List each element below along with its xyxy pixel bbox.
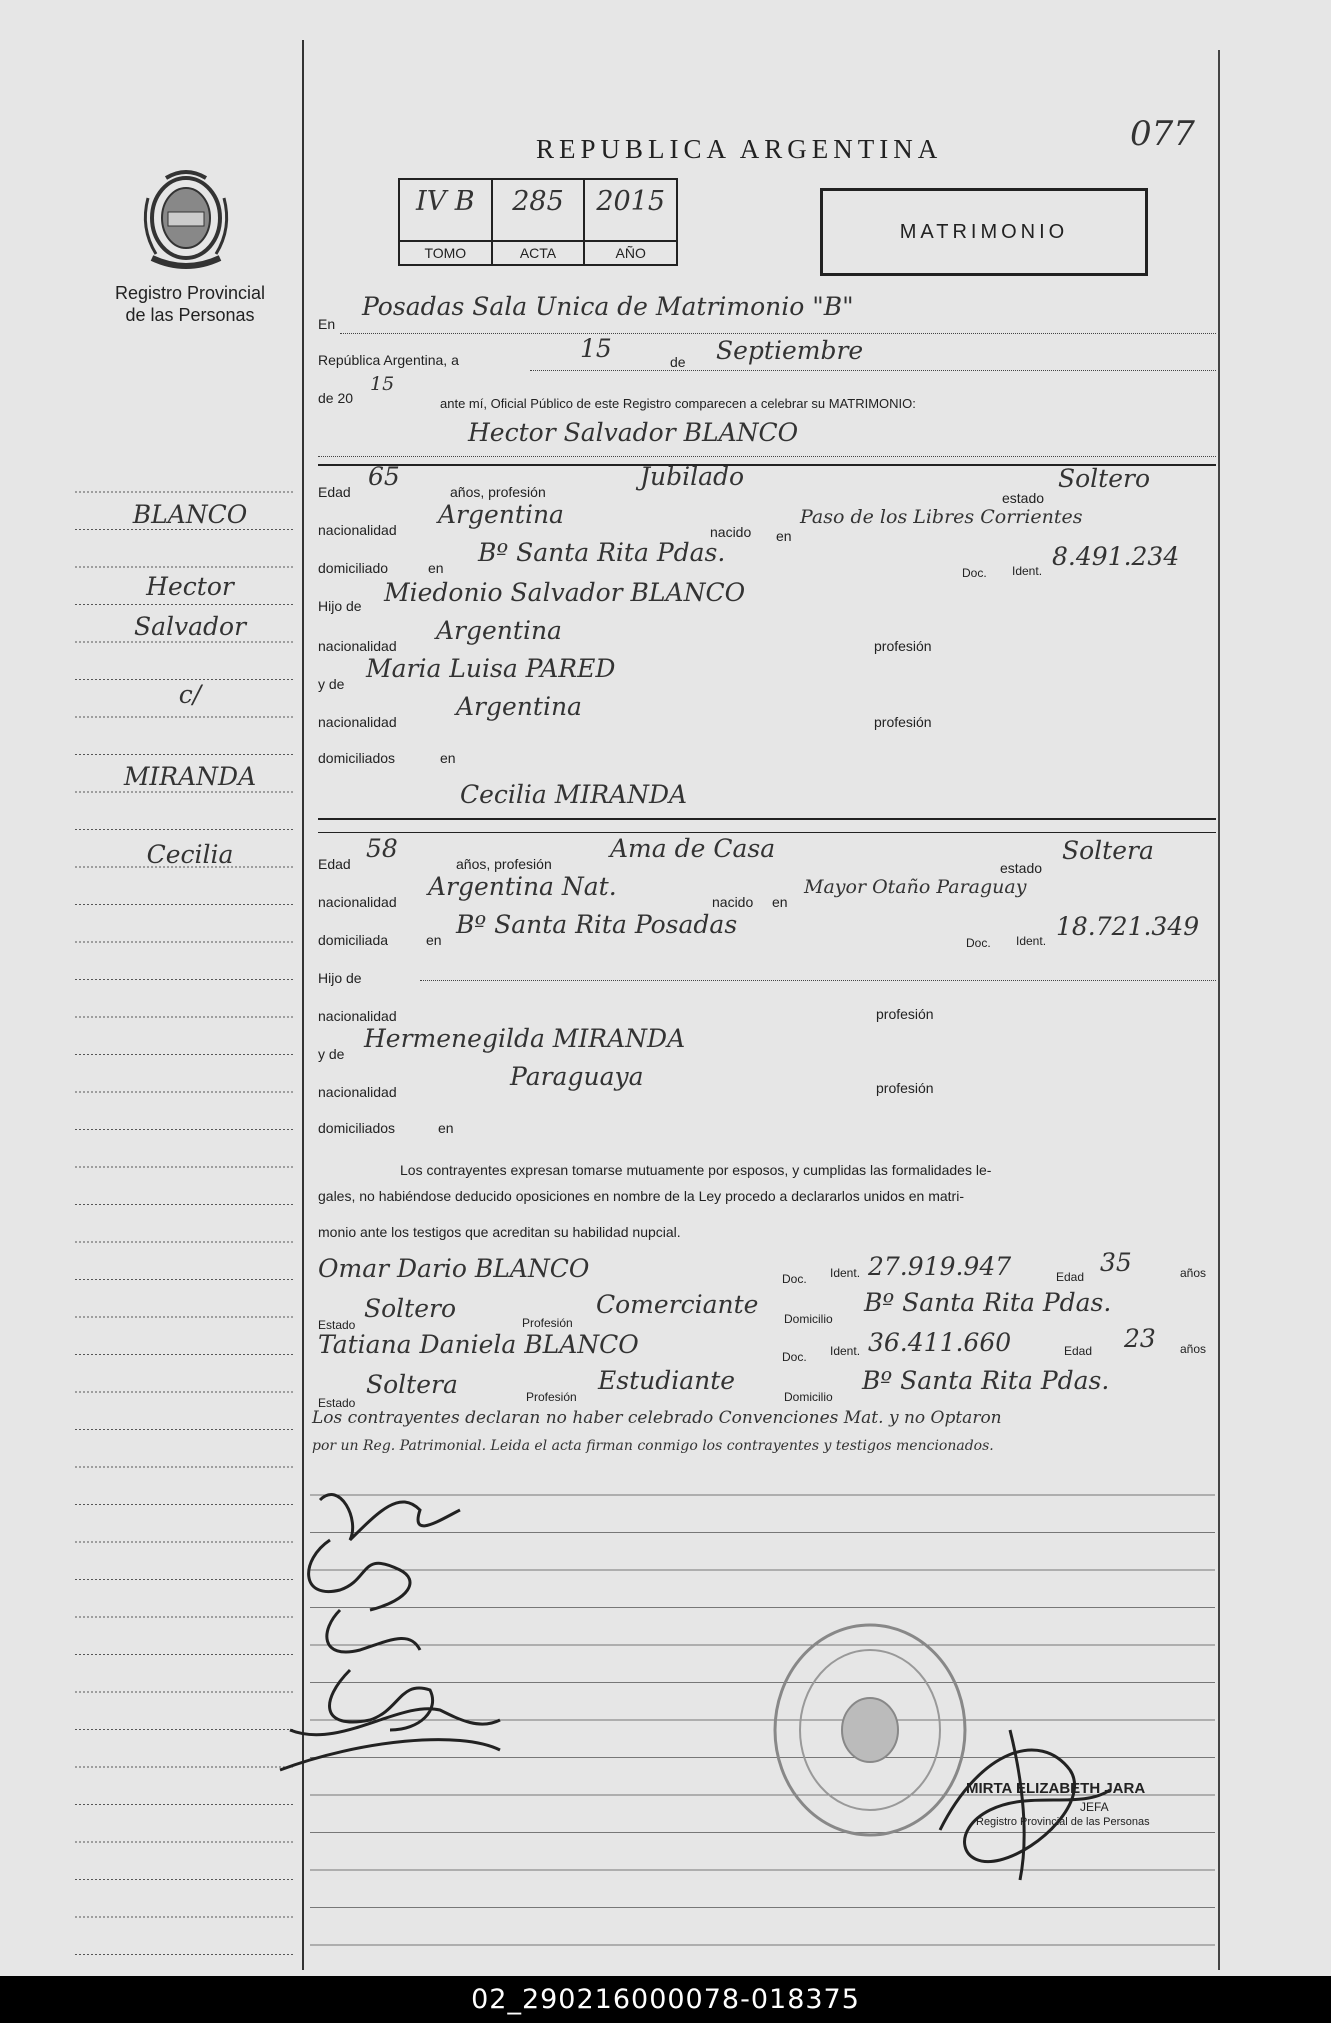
note-line-1: Los contrayentes declaran no haber celebrado Convenciones Mat. y no Optaron [312,1408,1002,1428]
label: nacionalidad [318,1008,397,1024]
label: nacionalidad [318,714,397,730]
label: Doc. [966,936,991,950]
label: nacionalidad [318,522,397,538]
label: Domicilio [784,1390,833,1404]
rule [530,370,1216,371]
signatures [260,1480,520,1780]
registry-label: Registro Provincial de las Personas [114,283,266,325]
label: Estado [318,1396,356,1410]
label: en [438,1120,454,1136]
label: domiciliados [318,750,396,766]
witness-2-edad: 23 [1124,1324,1156,1353]
label: en [772,894,788,910]
label: Estado [318,1318,356,1332]
label: Ident. [1016,934,1047,948]
label: domiciliado [318,560,389,576]
groom-nacido-en: Paso de los Libres Corrientes [800,506,1083,528]
margin-with: c/ [178,680,202,709]
declaration-line-3: monio ante los testigos que acreditan su habilidad nupcial. [318,1224,681,1240]
label: Ident. [1012,564,1043,578]
bride-domicilio: Bº Santa Rita Posadas [456,910,738,939]
label: nacido [712,894,754,910]
groom-domicilio: Bº Santa Rita Pdas. [478,538,726,567]
anio-cell: 2015 AÑO [585,180,676,264]
margin-first-name-bride: Cecilia [146,840,234,869]
en-label: En [318,316,336,332]
bride-mother-nac: Paraguaya [510,1062,644,1091]
label: profesión [874,714,932,730]
label: en [440,750,456,766]
bride-nacido-en: Mayor Otaño Paraguay [804,876,1027,898]
label: años, profesión [450,484,546,500]
margin-second-name-groom: Salvador [133,612,247,641]
label: nacionalidad [318,894,397,910]
label: nacionalidad [318,1084,397,1100]
groom-mother: Maria Luisa PARED [366,654,616,683]
label: en [428,560,444,576]
groom-edad: 65 [368,462,400,491]
bride-mother: Hermenegilda MIRANDA [364,1024,686,1053]
label: profesión [876,1006,934,1022]
coat-of-arms-icon [138,168,234,276]
right-rule [1218,50,1220,1970]
witness-2-estado: Soltera [366,1370,458,1399]
groom-father-nac: Argentina [436,616,562,645]
witness-1-edad: 35 [1100,1248,1132,1277]
witness-2-doc: 36.411.660 [868,1328,1012,1357]
groom-estado: Soltero [1058,464,1151,493]
month: Septiembre [716,336,864,365]
tomo-cell: IV B TOMO [400,180,493,264]
page-number: 077 [1130,114,1195,154]
groom-nacionalidad: Argentina [438,500,564,529]
officer-name: MIRTA ELIZABETH JARA [966,1780,1146,1797]
label: nacido [710,524,752,540]
label: Edad [1064,1344,1093,1358]
groom-father: Miedonio Salvador BLANCO [384,578,746,607]
label: Doc. [782,1272,807,1286]
note-line-2: por un Reg. Patrimonial. Leida el acta firman conmigo los contrayentes y testigos mencionados. [312,1438,994,1454]
label: años [1180,1266,1207,1280]
declaration-line-2: gales, no habiéndose deducido oposiciones en nombre de la Ley procedo a declararlos unidos en matri- [318,1188,964,1204]
officer-office: Registro Provincial de las Personas [976,1816,1150,1828]
margin-surname-bride: MIRANDA [123,762,257,791]
document-type-box: MATRIMONIO [820,188,1148,276]
label: domiciliados [318,1120,396,1136]
act-box [398,178,678,266]
acta-cell: 285 ACTA [493,180,586,264]
label: Doc. [962,566,987,580]
label: Profesión [522,1316,573,1330]
rule [340,333,1216,334]
witness-2-domicilio: Bº Santa Rita Pdas. [862,1366,1110,1395]
label: Profesión [526,1390,577,1404]
officer-title: JEFA [1080,1800,1109,1814]
day: 15 [580,334,612,363]
country-title: REPUBLICA ARGENTINA [536,134,943,164]
bride-nacionalidad: Argentina Nat. [428,872,617,901]
label: estado [1002,490,1045,506]
label: en [426,932,442,948]
label: Ident. [830,1266,861,1280]
label: Ident. [830,1344,861,1358]
label: Edad [318,856,351,872]
bride-estado: Soltera [1062,836,1154,865]
label: domiciliada [318,932,389,948]
statement: ante mí, Oficial Público de este Registro comparecen a celebrar su MATRIMONIO: [440,396,916,411]
label: y de [318,1046,345,1062]
label: en [776,528,792,544]
republica-label: República Argentina, a [318,352,459,368]
label: estado [1000,860,1043,876]
year-suffix: 15 [370,373,395,395]
groom-mother-nac: Argentina [456,692,582,721]
footer-code: 02_290216000078-018375 [0,1976,1331,2023]
groom-name: Hector Salvador BLANCO [468,418,799,447]
label: Edad [1056,1270,1085,1284]
year-prefix: de 20 [318,390,354,406]
witness-1-domicilio: Bº Santa Rita Pdas. [864,1288,1112,1317]
declaration-line-1: Los contrayentes expresan tomarse mutuamente por esposos, y cumplidas las formalidades le- [400,1162,992,1178]
place: Posadas Sala Unica de Matrimonio "B" [362,292,854,321]
section-divider [318,832,1216,833]
label: Doc. [782,1350,807,1364]
witness-2-profesion: Estudiante [598,1366,736,1395]
margin-first-name-groom: Hector [146,572,234,601]
witness-1-doc: 27.919.947 [868,1252,1012,1281]
bride-name: Cecilia MIRANDA [460,780,688,809]
section-divider [318,818,1216,820]
groom-doc: 8.491.234 [1052,542,1180,571]
bride-edad: 58 [366,834,398,863]
label: profesión [876,1080,934,1096]
bride-doc: 18.721.349 [1056,912,1200,941]
label: Domicilio [784,1312,833,1326]
witness-1-name: Omar Dario BLANCO [318,1254,590,1283]
label: Edad [318,484,351,500]
rule [420,980,1216,981]
label: años, profesión [456,856,552,872]
label: años [1180,1342,1207,1356]
label: nacionalidad [318,638,397,654]
rule [318,456,1216,457]
label: Hijo de [318,598,362,614]
witness-2-name: Tatiana Daniela BLANCO [318,1330,639,1359]
label: Hijo de [318,970,362,986]
margin-surname-groom: BLANCO [132,500,248,529]
label: profesión [874,638,932,654]
bride-profesion: Ama de Casa [610,834,776,863]
witness-1-profesion: Comerciante [596,1290,759,1319]
groom-profesion: Jubilado [640,462,745,491]
label: y de [318,676,345,692]
witness-1-estado: Soltero [364,1294,457,1323]
de-label: de [670,354,686,370]
